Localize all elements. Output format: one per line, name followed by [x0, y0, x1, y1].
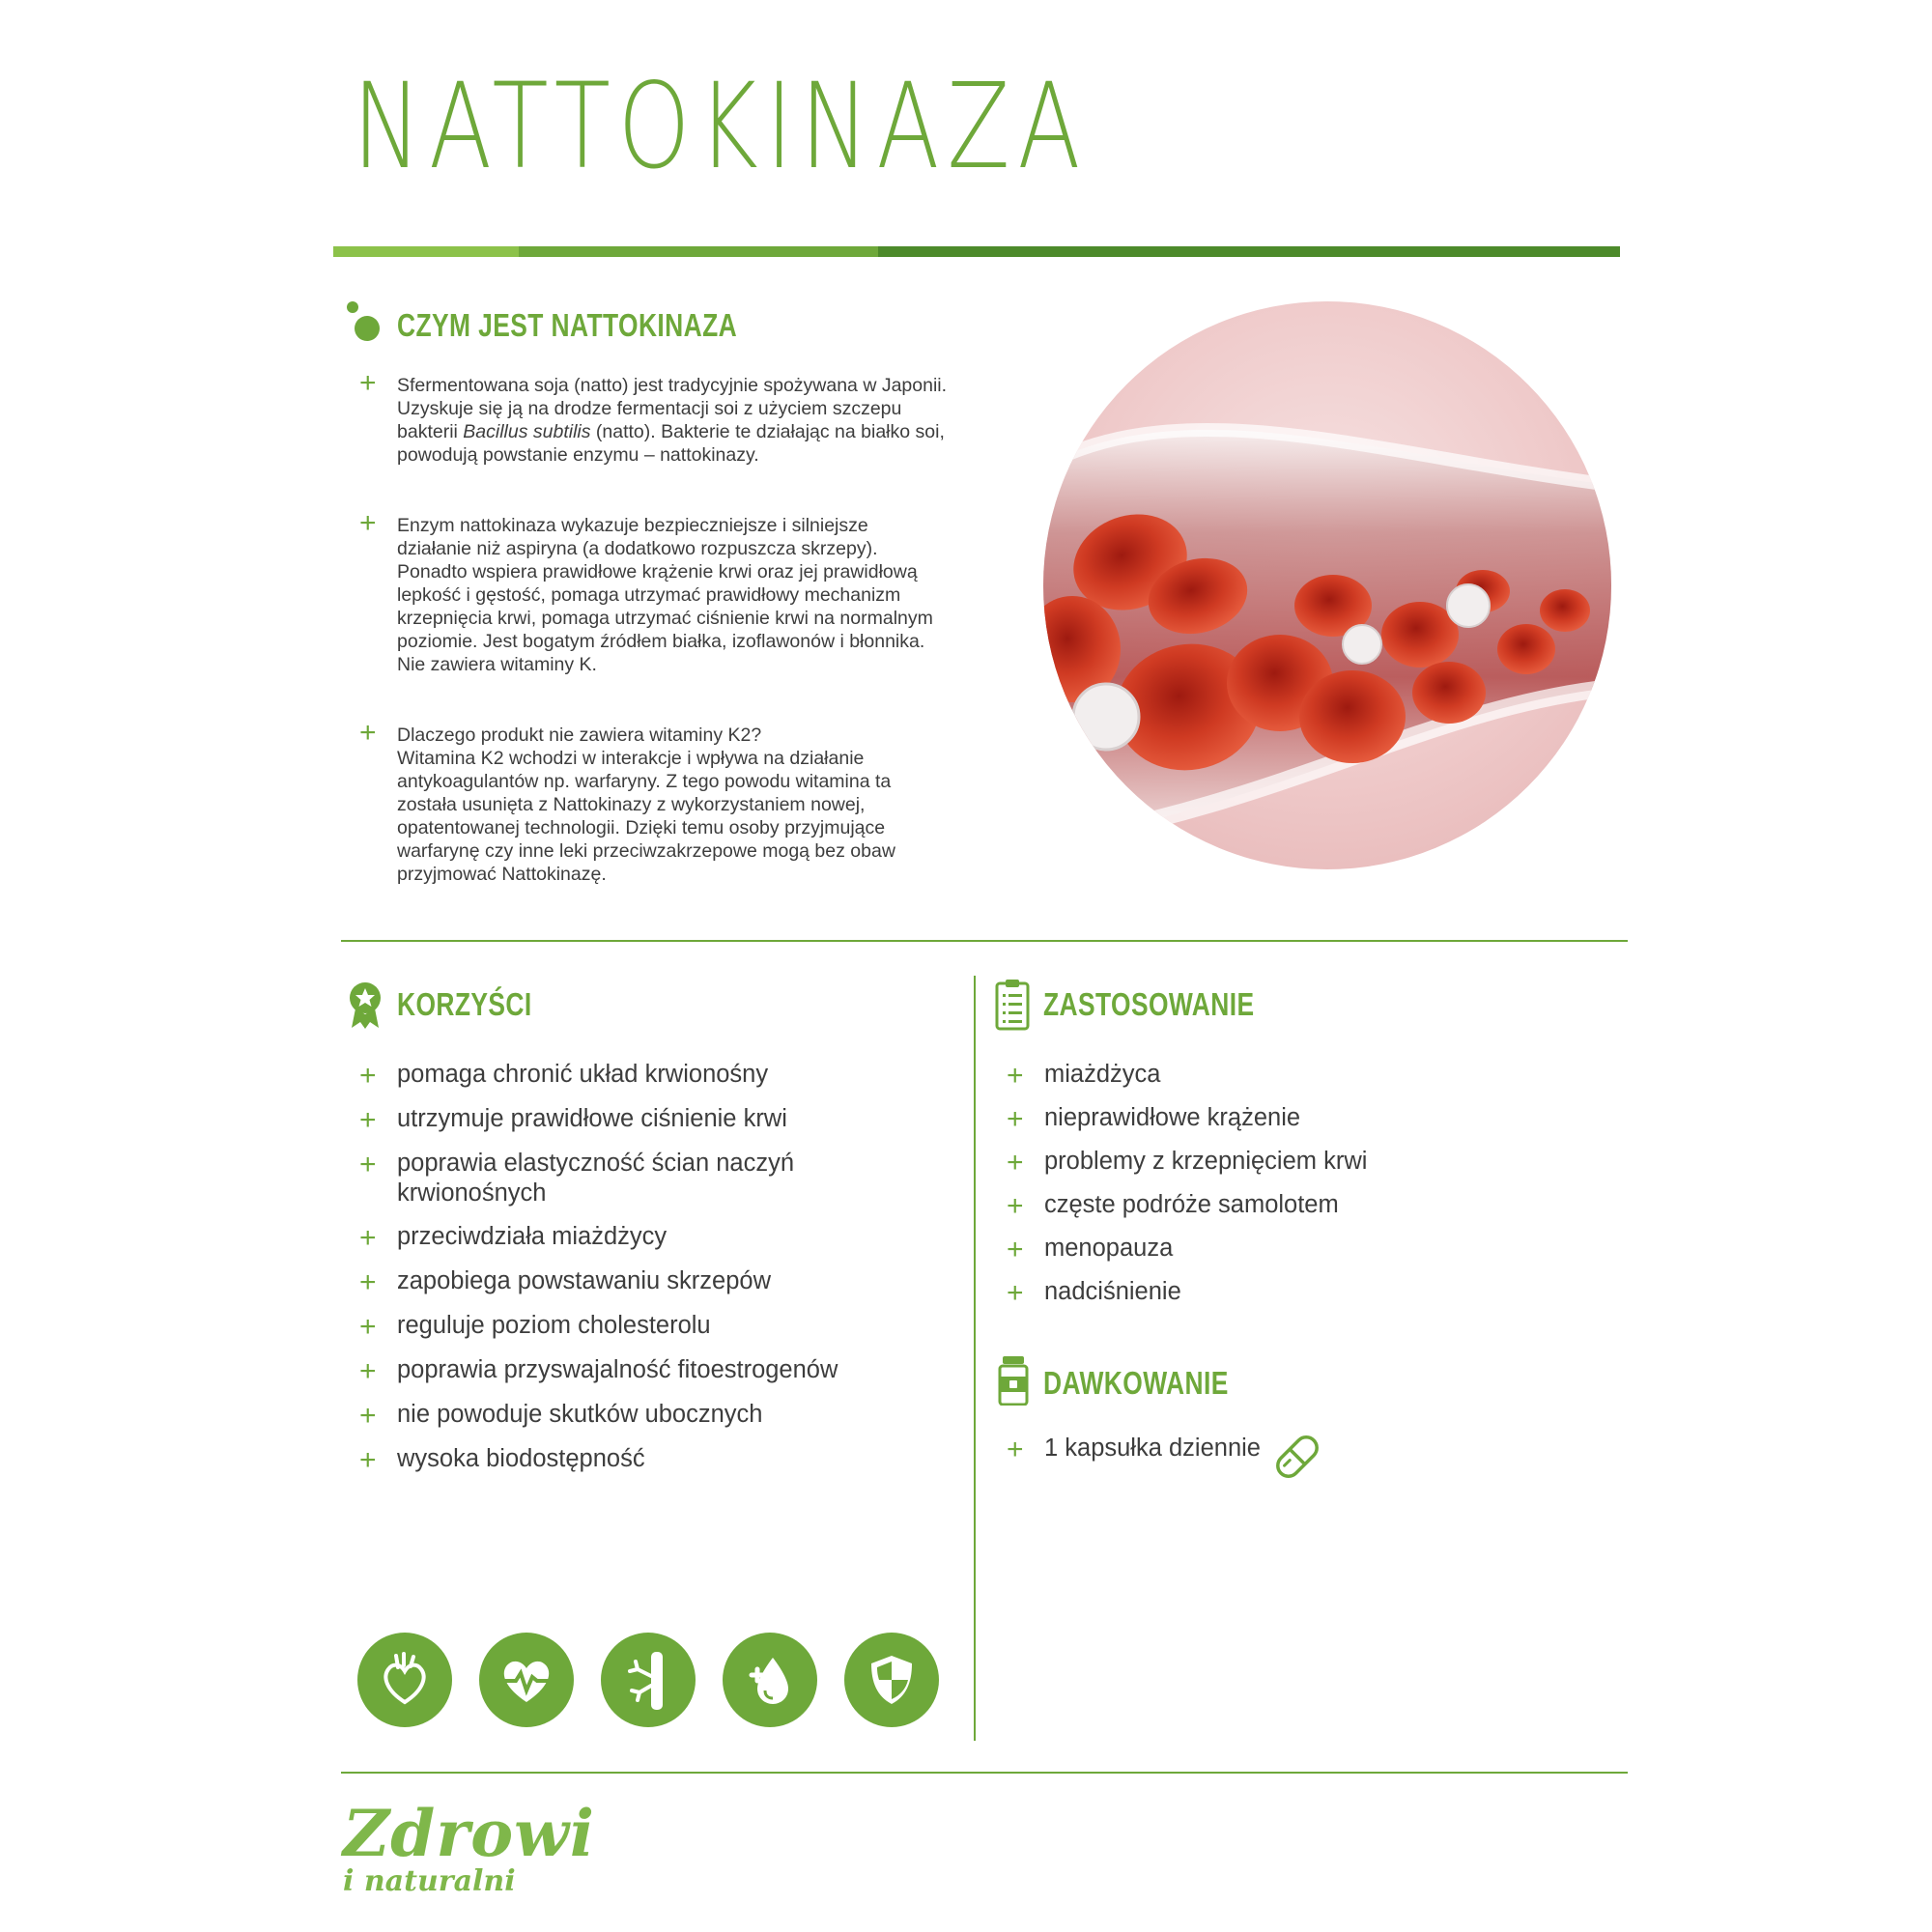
plus-icon: + [359, 1400, 377, 1432]
plus-icon: + [1007, 1060, 1024, 1092]
list-item [1007, 1277, 1586, 1321]
plus-icon: + [359, 1444, 377, 1476]
plus-icon: + [359, 367, 377, 399]
list-item [359, 1222, 939, 1266]
list-item [359, 1311, 939, 1355]
plus-icon: + [1007, 1103, 1024, 1135]
paragraph-1-text-end: (natto). Bakterie te działając na białko soi, powodują powstanie enzymu – nattokinazy. [397, 421, 945, 466]
section-heading-usage: ZASTOSOWANIE [1043, 986, 1255, 1022]
header-bar-mid [519, 246, 878, 257]
list-item [359, 1444, 939, 1489]
section-heading-dosage: DAWKOWANIE [1043, 1365, 1229, 1401]
plus-icon: + [1007, 1190, 1024, 1222]
benefits-list [359, 1060, 939, 1489]
section-heading-benefits: KORZYŚCI [397, 986, 532, 1022]
divider-vertical [974, 976, 976, 1741]
award-ribbon-icon [347, 981, 384, 1030]
list-item [359, 1400, 939, 1444]
plus-icon: + [359, 1355, 377, 1387]
list-item [1007, 1103, 1586, 1147]
paragraph-3-text: Witamina K2 wchodzi w interakcje i wpływa na działanie antykoagulantów np. warfaryny. Z tego powodu witamina ta została usunięta z Nattokinazy z wykorzystaniem nowej, opatentowanej technologii. Dzięki temu osoby przyjmujące warfarynę czy inne leki przeciwzakrzepowe mogą bez obaw przyjmować Nattokinazę. [397, 748, 895, 885]
plus-icon: + [359, 507, 377, 539]
plus-icon: + [359, 717, 377, 749]
list-item-text: nieprawidłowe krążenie [1044, 1104, 1301, 1131]
divider-bottom [341, 1772, 1628, 1774]
capsule-icon [1270, 1428, 1324, 1486]
blood-vessel-illustration [1043, 301, 1611, 869]
header-bar-dark [878, 246, 1620, 257]
list-item-text: zapobiega powstawaniu skrzepów [397, 1267, 771, 1294]
shield-icon [844, 1633, 939, 1727]
section-heading-what: CZYM JEST NATTOKINAZA [397, 307, 738, 343]
clipboard-list-icon [995, 979, 1030, 1031]
pill-bottle-icon [998, 1355, 1029, 1406]
blood-vessel-icon [601, 1633, 696, 1727]
plus-icon: + [359, 1060, 377, 1092]
header-bar-light [333, 246, 519, 257]
list-item [359, 1266, 939, 1311]
list-item [359, 1104, 939, 1149]
list-item [359, 1060, 939, 1104]
plus-icon: + [359, 1104, 377, 1136]
list-item-text: pomaga chronić układ krwionośny [397, 1061, 769, 1088]
paragraph-3 [397, 724, 948, 886]
list-item-text: problemy z krzepnięciem krwi [1044, 1148, 1368, 1175]
list-item [359, 1355, 939, 1400]
paragraph-1-text: Sfermentowana soja (natto) jest tradycyjnie spożywana w Japonii. Uzyskuje się ją na drodze fermentacji soi z użyciem szczepu bakterii [397, 375, 948, 442]
list-item-text: utrzymuje prawidłowe ciśnienie krwi [397, 1105, 787, 1132]
paragraph-1 [397, 374, 948, 467]
dosage-text: 1 kapsułka dziennie [1044, 1435, 1261, 1462]
list-item [359, 1149, 939, 1222]
plus-icon: + [359, 1266, 377, 1298]
list-item-text: nie powoduje skutków ubocznych [397, 1401, 763, 1428]
list-item [1007, 1147, 1586, 1190]
plus-icon: + [1007, 1277, 1024, 1309]
list-item-text: częste podróże samolotem [1044, 1191, 1339, 1218]
heart-pulse-icon [479, 1633, 574, 1727]
brand-logo [343, 1796, 596, 1918]
list-item-text: przeciwdziała miażdżycy [397, 1223, 668, 1250]
plus-icon: + [1007, 1147, 1024, 1179]
list-item-text: reguluje poziom cholesterolu [397, 1312, 711, 1339]
plus-icon: + [359, 1149, 377, 1180]
plus-icon: + [359, 1222, 377, 1254]
paragraph-1-italic: Bacillus subtilis [463, 421, 591, 442]
heart-organ-icon [357, 1633, 452, 1727]
brand-logo-line2: i naturalni [343, 1864, 516, 1898]
usage-list [1007, 1060, 1586, 1321]
list-item [1007, 1234, 1586, 1277]
list-item-text: poprawia przyswajalność fitoestrogenów [397, 1356, 838, 1383]
list-item-text: wysoka biodostępność [397, 1445, 645, 1472]
list-item-text: menopauza [1044, 1235, 1174, 1262]
paragraph-3-question: Dlaczego produkt nie zawiera witaminy K2? [397, 724, 762, 746]
list-item-text: poprawia elastyczność ścian naczyń krwionośnych [397, 1150, 795, 1207]
list-item [1007, 1060, 1586, 1103]
list-item-text: nadciśnienie [1044, 1278, 1181, 1305]
bubble-icon [346, 299, 381, 344]
paragraph-2: Enzym nattokinaza wykazuje bezpieczniejsze i silniejsze działanie niż aspiryna (a dodatkowo rozpuszcza skrzepy). Ponadto wspiera prawidłowe krążenie krwi oraz jej prawidłową lepkość i gęstość, pomaga utrzymać prawidłowy mechanizm krzepnięcia krwi, pomaga utrzymać ciśnienie krwi na normalnym poziomie. Jest bogatym źródłem białka, izoflawonów i błonnika. Nie zawiera witaminy K. [397, 515, 933, 675]
plus-icon: + [1007, 1234, 1024, 1265]
brand-logo-line1: Zdrowi [343, 1796, 596, 1871]
list-item [1007, 1190, 1586, 1234]
page-title: NATTOKINAZA [353, 58, 1089, 195]
plus-icon: + [359, 1311, 377, 1343]
divider-top [341, 940, 1628, 942]
list-item-text: miażdżyca [1044, 1061, 1161, 1088]
blood-drop-plus-icon [723, 1633, 817, 1727]
plus-icon: + [1007, 1434, 1024, 1465]
